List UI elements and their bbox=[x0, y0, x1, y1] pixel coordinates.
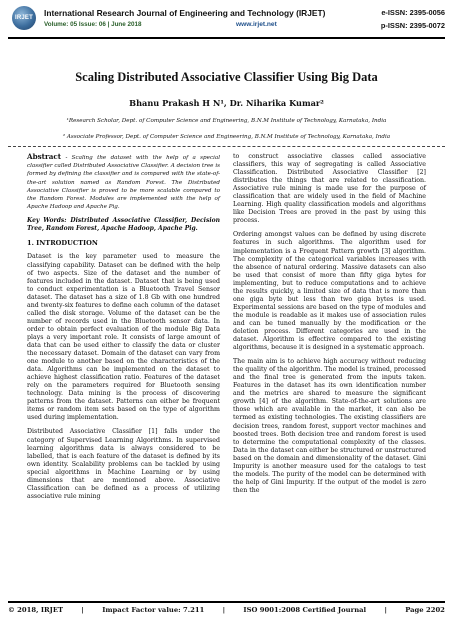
page-footer bbox=[8, 606, 445, 614]
abstract bbox=[27, 153, 220, 211]
left-column bbox=[27, 153, 220, 507]
section-separator bbox=[8, 146, 445, 147]
eissn: e-ISSN: 2395-0056 bbox=[381, 8, 445, 17]
journal-website: www.irjet.net bbox=[236, 21, 277, 28]
intro-paragraph-2: Distributed Associative Classifier [1] falls under the category of Supervised Learning Algorithms. In supervised learning algorithms data is always considered to be labelled, that is each feature of the dataset is defined by its own identity. Scalability problems can be tackled by using special algorithms in Machine Learning or by using dimensions that are mentioned above. Associative Classification can be defined as a process of utilizing associative rule mining bbox=[27, 428, 220, 500]
paper-title: Scaling Distributed Associative Classifier Using Big Data bbox=[75, 70, 378, 84]
affiliation-2: ² Associate Professor, Dept. of Computer Science and Engineering, B.N.M Institute of Technology, Karnataka, India bbox=[62, 134, 391, 140]
section-heading-introduction: 1. INTRODUCTION bbox=[27, 239, 98, 248]
right-column bbox=[233, 153, 426, 501]
footer-iso: ISO 9001:2008 Certified Journal bbox=[243, 606, 367, 614]
journal-logo: IRJET bbox=[12, 6, 36, 30]
keywords-label: Key Words bbox=[27, 217, 65, 225]
footer-copyright: © 2018, IRJET bbox=[8, 606, 64, 614]
keywords-text: : Distributed Associative Classifier, Decision Tree, Random Forest, Apache Hadoop, Apache Pig. bbox=[27, 217, 220, 233]
affiliation-1: ¹Research Scholar, Dept. of Computer Science and Engineering, B.N.M Institute of Technology, Karnataka, India bbox=[66, 118, 387, 124]
abstract-text: - Scaling the dataset with the help of a special classifier called Distributed Associative Classifier. A decision tree is formed by defining the classifier and is compared with the state-of-the-art solution named as Random Forest. The Distributed Associative Classifier is proved to be more scalable compared to the Random Forest. Modules are implemented with the help of Apache Hadoop and Apache Pig. bbox=[27, 155, 220, 211]
footer-separator: | bbox=[81, 606, 84, 614]
right-paragraph-2: Ordering amongst values can be defined by using discrete features in such algorithms. The algorithm used for implementation is a Frequent Pattern growth [3] algorithm. The complexity of the categorical variables increases with the absence of natural ordering. Massive datasets can also be used that consist of more than fifty giga bytes for implementing, but to reduce computations and to achieve the results quickly, a limited size of data that is more than one giga byte but less than two giga bytes is used. Experimental sessions are based on the type of modules and the module is readable as it makes use of association rules and can be tuned manually by the modification or the deletion process. Different categories are used in the dataset. Algorithm is effective compared to the existing algorithms, because it is designed in a systematic approach. bbox=[233, 231, 426, 352]
footer-rule bbox=[8, 601, 445, 603]
header-rule bbox=[8, 37, 445, 39]
keywords bbox=[27, 217, 220, 233]
footer-separator: | bbox=[384, 606, 387, 614]
journal-header bbox=[8, 6, 445, 34]
volume-issue: Volume: 05 Issue: 06 | June 2018 bbox=[44, 21, 142, 28]
right-paragraph-3: The main aim is to achieve high accuracy without reducing the quality of the algorithm. The model is trained, processed and the final tree is generated from the inputs taken. Features in the dataset has its own identification number and the metrics are shared to measure the significant growth [4] of the algorithm. State-of-the-art solutions are those which are available in the market, it can also be termed as existing technologies. The existing classifiers are decision trees, random forest, support vector machines and boosted trees. Both decision tree and random forest is used to determine the computational complexity of the classes. Data in the dataset can either be structured or unstructured based on the domain and dimensionality of the dataset. Gini Impurity is another measure used for the catalogs to test the models. The purity of the model can be determined with the help of Gini Impurity. If the output of the model is zero then the bbox=[233, 358, 426, 494]
intro-paragraph-1: Dataset is the key parameter used to measure the classifying capability. Dataset can be defined with the help of two aspects. Size of the dataset and the number of features included in the dataset. Dataset that is being used to conduct experimentation is a Bluetooth Travel Sensor dataset. The dataset has a size of 1.8 Gb with one hundred and twenty-six features to define each column of the dataset called the disk storage. Volume of the dataset can be the number of records used in the Bluetooth sensor data. In order to obtain perfect evaluation of the module Big Data plays a very important role. It consists of large amount of data that can be used either to classify the data or cluster the necessary dataset. Domain of the dataset can vary from one module to another based on the characteristics of the data. Algorithms can be implemented on the dataset to achieve highest classification ratio. Features of the dataset rely on the parameters required for Bluetooth sensing technology. Data mining is the process of discovering patterns from the dataset. Patterns can either be frequent items or random item sets based on the type of algorithm used during implementation. bbox=[27, 253, 220, 422]
footer-page-number: Page 2202 bbox=[405, 606, 445, 614]
footer-impact-factor: Impact Factor value: 7.211 bbox=[102, 606, 205, 614]
pissn: p-ISSN: 2395-0072 bbox=[380, 21, 445, 30]
right-paragraph-1: to construct associative classes called associative classifiers, this way of segregating is called Associative Classification. Distributed Associative Classifier [2] distributes the things that are related to classification. Associative rule mining is made use for the purpose of classification that are widely used in the field of Machine Learning. High quality classification models and algorithms like Decision Trees are proved in the past by using this process. bbox=[233, 153, 426, 225]
paper-authors: Bhanu Prakash H N¹, Dr. Niharika Kumar² bbox=[129, 98, 324, 108]
journal-name: International Research Journal of Engineering and Technology (IRJET) bbox=[44, 8, 326, 18]
footer-separator: | bbox=[222, 606, 226, 614]
abstract-label: Abstract bbox=[27, 152, 62, 161]
